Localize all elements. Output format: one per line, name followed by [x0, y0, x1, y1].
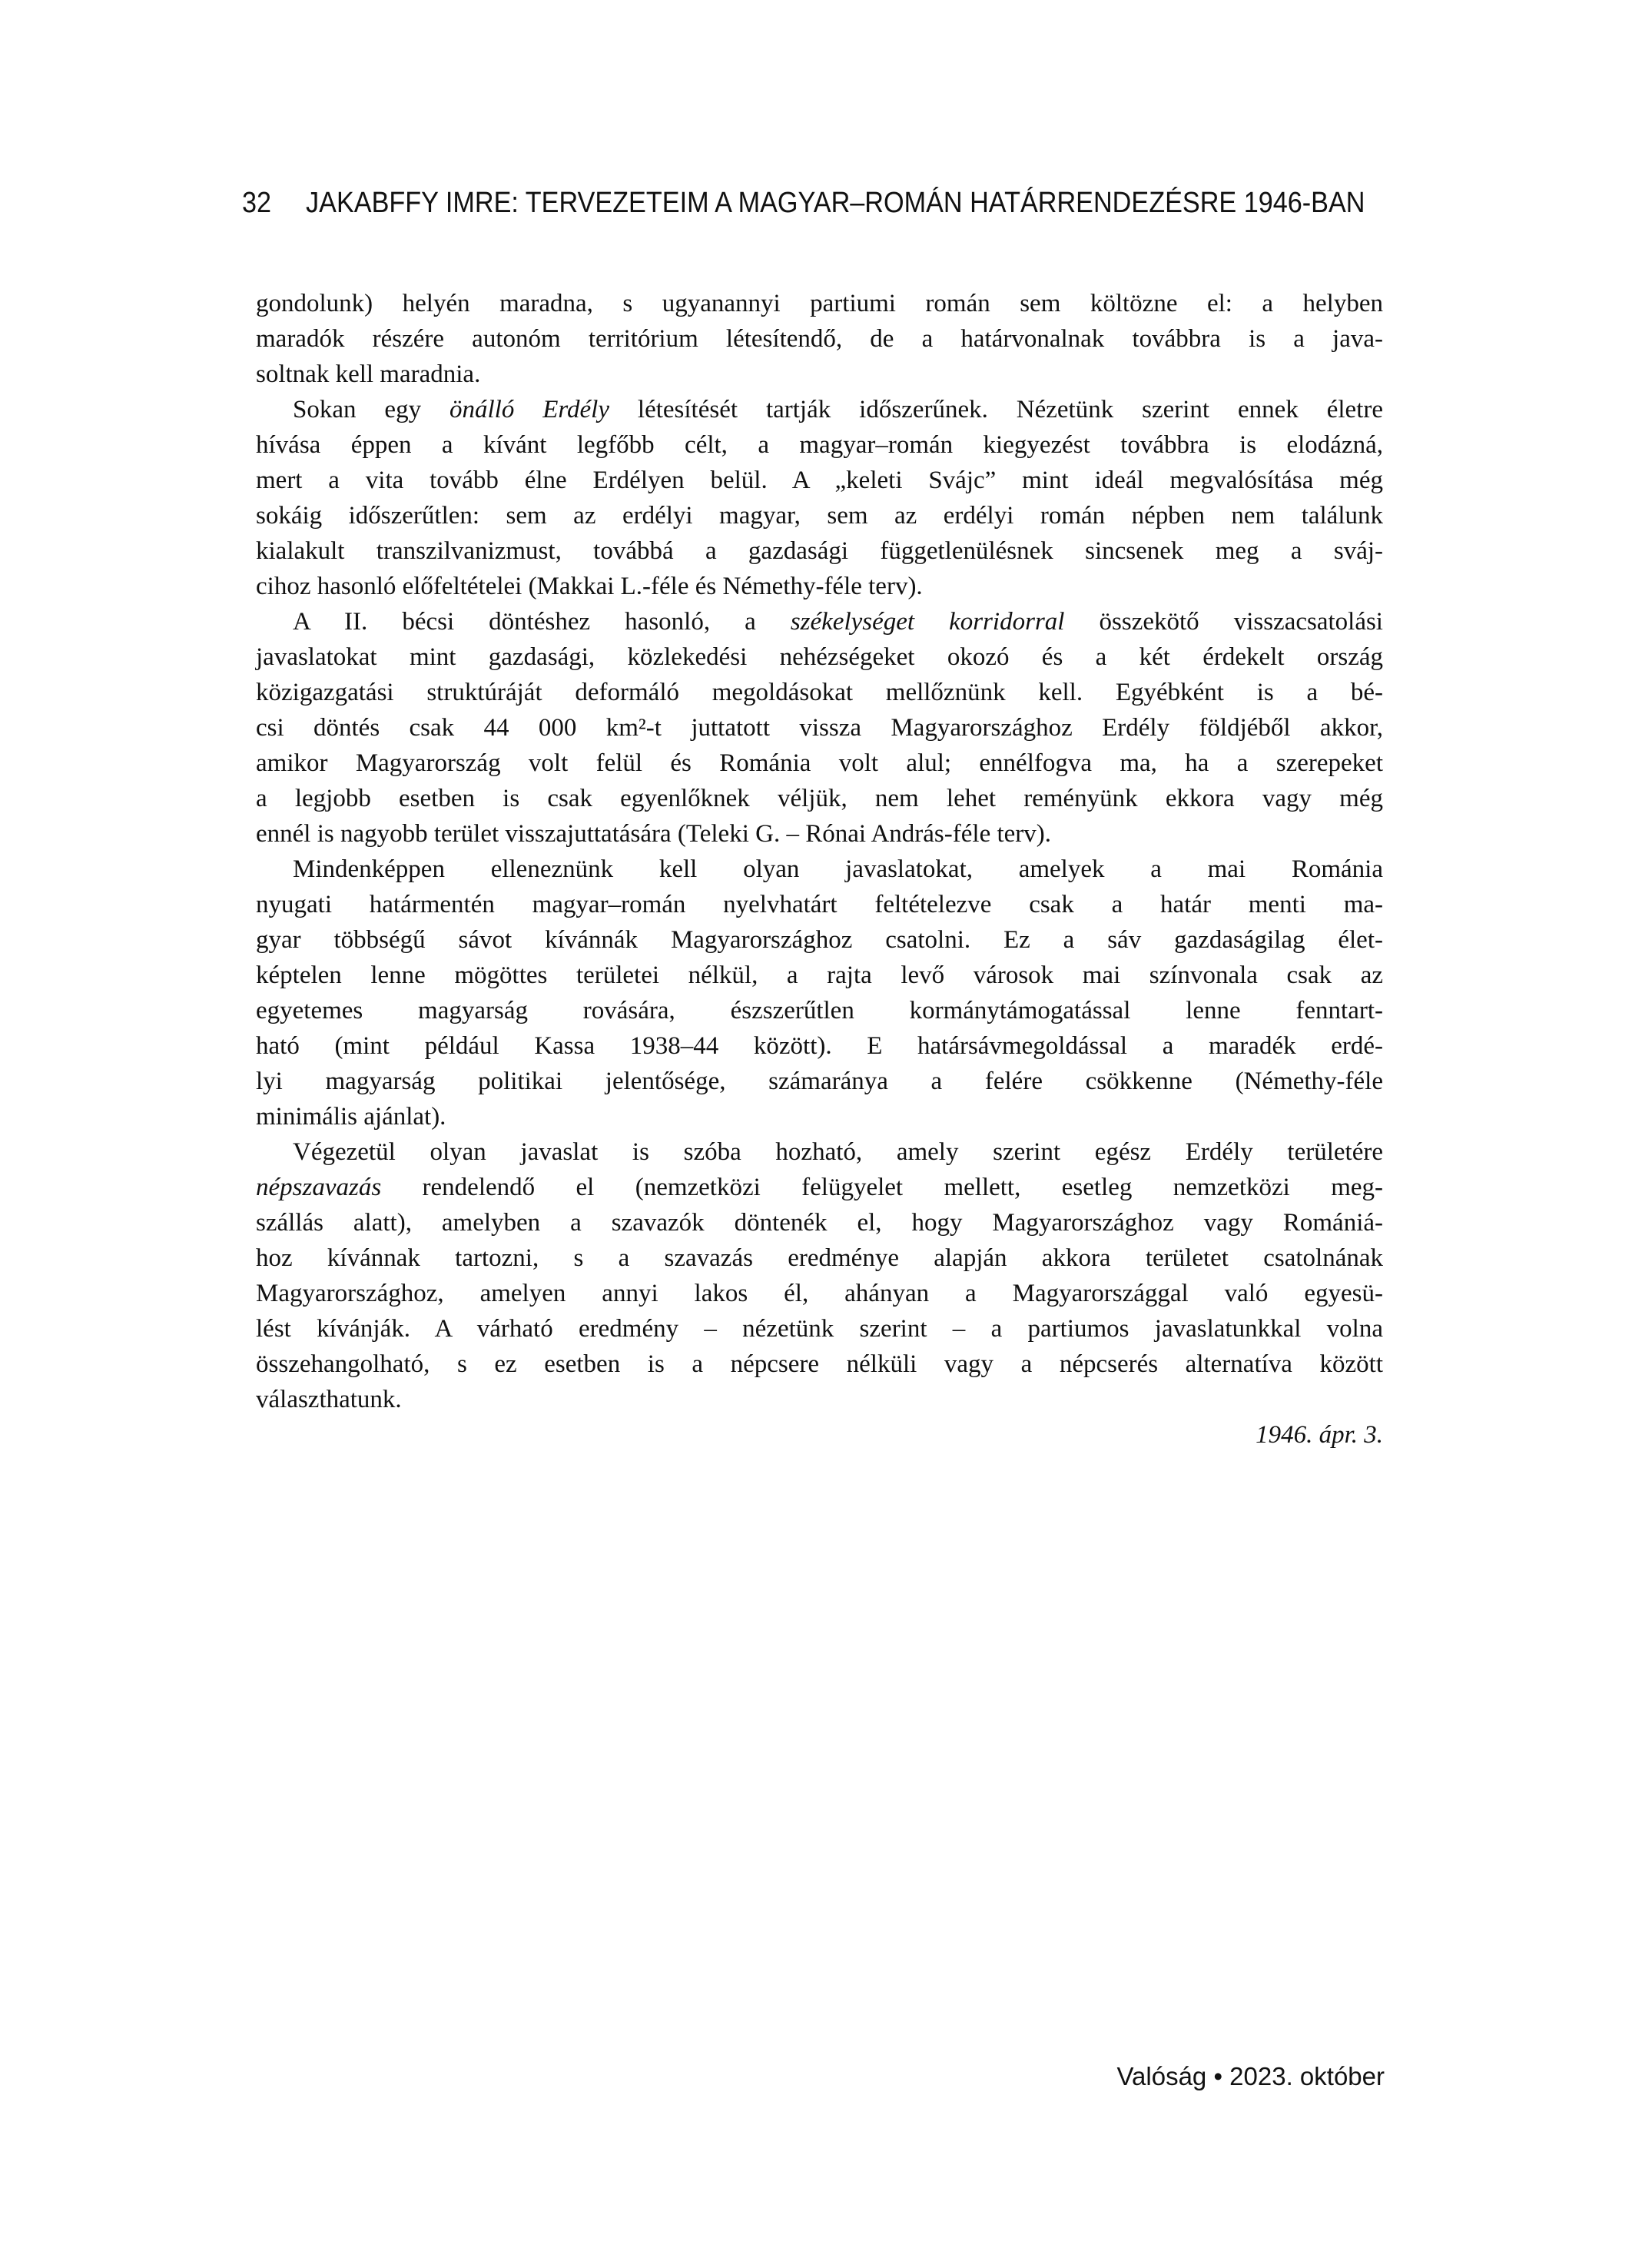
dateline: 1946. ápr. 3.	[1256, 1421, 1383, 1449]
text-line	[256, 1028, 1383, 1064]
text-line	[256, 498, 1383, 533]
article-body	[256, 286, 1383, 1453]
text-segment: amikor Magyarország volt felül és Románia volt alul; ennélfogva ma, ha a szerepeket	[256, 749, 1383, 777]
text-segment: közigazgatási struktúráját deformáló megoldásokat mellőznünk kell. Egyébként is a bé-	[256, 679, 1383, 706]
text-line	[256, 781, 1383, 816]
text-line	[256, 286, 1383, 321]
text-segment: a legjobb esetben is csak egyenlőknek véljük, nem lehet reményünk ekkora vagy még	[256, 785, 1383, 812]
text-line	[256, 675, 1383, 710]
text-segment: nyugati határmentén magyar–román nyelvhatárt feltételezve csak a határ menti ma-	[256, 891, 1383, 918]
page-header	[242, 188, 1365, 218]
text-line	[256, 1311, 1383, 1347]
text-line	[256, 710, 1383, 745]
italic-text-segment: népszavazás	[256, 1174, 382, 1201]
text-segment: lést kívánják. A várható eredmény – nézetünk szerint – a partiumos javaslatunkkal volna	[256, 1315, 1383, 1343]
text-line	[256, 533, 1383, 569]
text-segment: A II. bécsi döntéshez hasonló, a	[293, 608, 791, 636]
text-segment: csi döntés csak 44 000 km²-t juttatott vissza Magyarországhoz Erdély földjéből akkor,	[256, 714, 1383, 742]
text-line	[256, 993, 1383, 1028]
running-title: JAKABFFY IMRE: TERVEZETEIM A MAGYAR–ROMÁN HATÁRRENDEZÉSRE 1946-BAN	[306, 187, 1365, 219]
paragraph	[256, 286, 1383, 392]
paragraph	[256, 1134, 1383, 1417]
text-segment: egyetemes magyarság rovására, észszerűtlen kormánytámogatással lenne fenntart-	[256, 997, 1383, 1024]
text-segment: Magyarországhoz, amelyen annyi lakos él, ahányan a Magyarországgal való egyesü-	[256, 1280, 1383, 1307]
paragraphs-container	[256, 286, 1383, 1417]
text-segment: képtelen lenne mögöttes területei nélkül, a rajta levő városok mai színvonala csak az	[256, 961, 1383, 989]
text-line	[256, 852, 1383, 887]
text-segment: soltnak kell maradnia.	[256, 360, 481, 388]
text-segment: lyi magyarság politikai jelentősége, számaránya a felére csökkenne (Némethy-féle	[256, 1068, 1383, 1095]
text-segment: maradók részére autonóm territórium létesítendő, de a határvonalnak továbbra is a java-	[256, 325, 1383, 353]
paragraph	[256, 852, 1383, 1134]
text-segment: mert a vita tovább élne Erdélyen belül. A „keleti Svájc” mint ideál megvalósítása még	[256, 467, 1383, 494]
italic-text-segment: székelységet korridorral	[790, 608, 1065, 636]
text-line	[256, 604, 1383, 639]
text-line	[256, 1240, 1383, 1276]
text-line	[256, 427, 1383, 463]
text-line	[256, 639, 1383, 675]
text-line	[256, 1134, 1383, 1170]
text-segment: gyar többségű sávot kívánnák Magyarországhoz csatolni. Ez a sáv gazdaságilag élet-	[256, 926, 1383, 954]
text-line	[256, 816, 1383, 852]
page-number: 32	[242, 187, 272, 219]
text-line	[256, 887, 1383, 922]
text-line	[256, 321, 1383, 357]
text-line	[256, 1064, 1383, 1099]
paragraph	[256, 392, 1383, 604]
text-line	[256, 1205, 1383, 1240]
text-segment: rendelendő el (nemzetközi felügyelet mellett, esetleg nemzetközi meg-	[381, 1174, 1383, 1201]
paragraph	[256, 604, 1383, 852]
text-line	[256, 463, 1383, 498]
text-segment: javaslatokat mint gazdasági, közlekedési nehézségeket okozó és a két érdekelt ország	[256, 643, 1383, 671]
text-line	[256, 1382, 1383, 1417]
text-line	[256, 392, 1383, 427]
italic-text-segment: önálló Erdély	[449, 396, 609, 423]
text-line	[256, 1099, 1383, 1134]
text-line	[256, 357, 1383, 392]
text-segment: Mindenképpen elleneznünk kell olyan javaslatokat, amelyek a mai Románia	[293, 855, 1383, 883]
text-segment: összekötő visszacsatolási	[1064, 608, 1383, 636]
text-segment: szállás alatt), amelyben a szavazók döntenék el, hogy Magyarországhoz vagy Romániá-	[256, 1209, 1383, 1237]
text-line	[256, 569, 1383, 604]
text-segment: ható (mint például Kassa 1938–44 között). E határsávmegoldással a maradék erdé-	[256, 1032, 1383, 1060]
text-segment: minimális ajánlat).	[256, 1103, 446, 1131]
text-segment: cihoz hasonló előfeltételei (Makkai L.-féle és Némethy-féle terv).	[256, 573, 923, 600]
text-segment: választhatunk.	[256, 1386, 402, 1413]
text-line	[256, 1276, 1383, 1311]
text-segment: hívása éppen a kívánt legfőbb célt, a magyar–román kiegyezést továbbra is elodázná,	[256, 431, 1383, 459]
text-segment: ennél is nagyobb terület visszajuttatására (Teleki G. – Rónai András-féle terv).	[256, 820, 1052, 848]
text-line	[256, 745, 1383, 781]
text-segment: Végezetül olyan javaslat is szóba hozható, amely szerint egész Erdély területére	[293, 1138, 1383, 1166]
text-segment: Sokan egy	[293, 396, 449, 423]
text-line	[256, 1347, 1383, 1382]
text-line	[256, 1170, 1383, 1205]
text-segment: hoz kívánnak tartozni, s a szavazás eredménye alapján akkora területet csatolnának	[256, 1244, 1383, 1272]
text-segment: összehangolható, s ez esetben is a népcsere nélküli vagy a népcserés alternatíva között	[256, 1350, 1383, 1378]
text-segment: gondolunk) helyén maradna, s ugyanannyi partiumi román sem költözne el: a helyben	[256, 290, 1383, 317]
journal-footer: Valóság • 2023. október	[1116, 2062, 1385, 2090]
text-segment: kialakult transzilvanizmust, továbbá a gazdasági függetlenülésnek sincsenek meg a sváj-	[256, 537, 1383, 565]
text-line	[256, 922, 1383, 958]
text-segment: létesítését tartják időszerűnek. Nézetünk szerint ennek életre	[609, 396, 1384, 423]
text-line	[256, 958, 1383, 993]
text-segment: sokáig időszerűtlen: sem az erdélyi magyar, sem az erdélyi román népben nem találunk	[256, 502, 1383, 530]
